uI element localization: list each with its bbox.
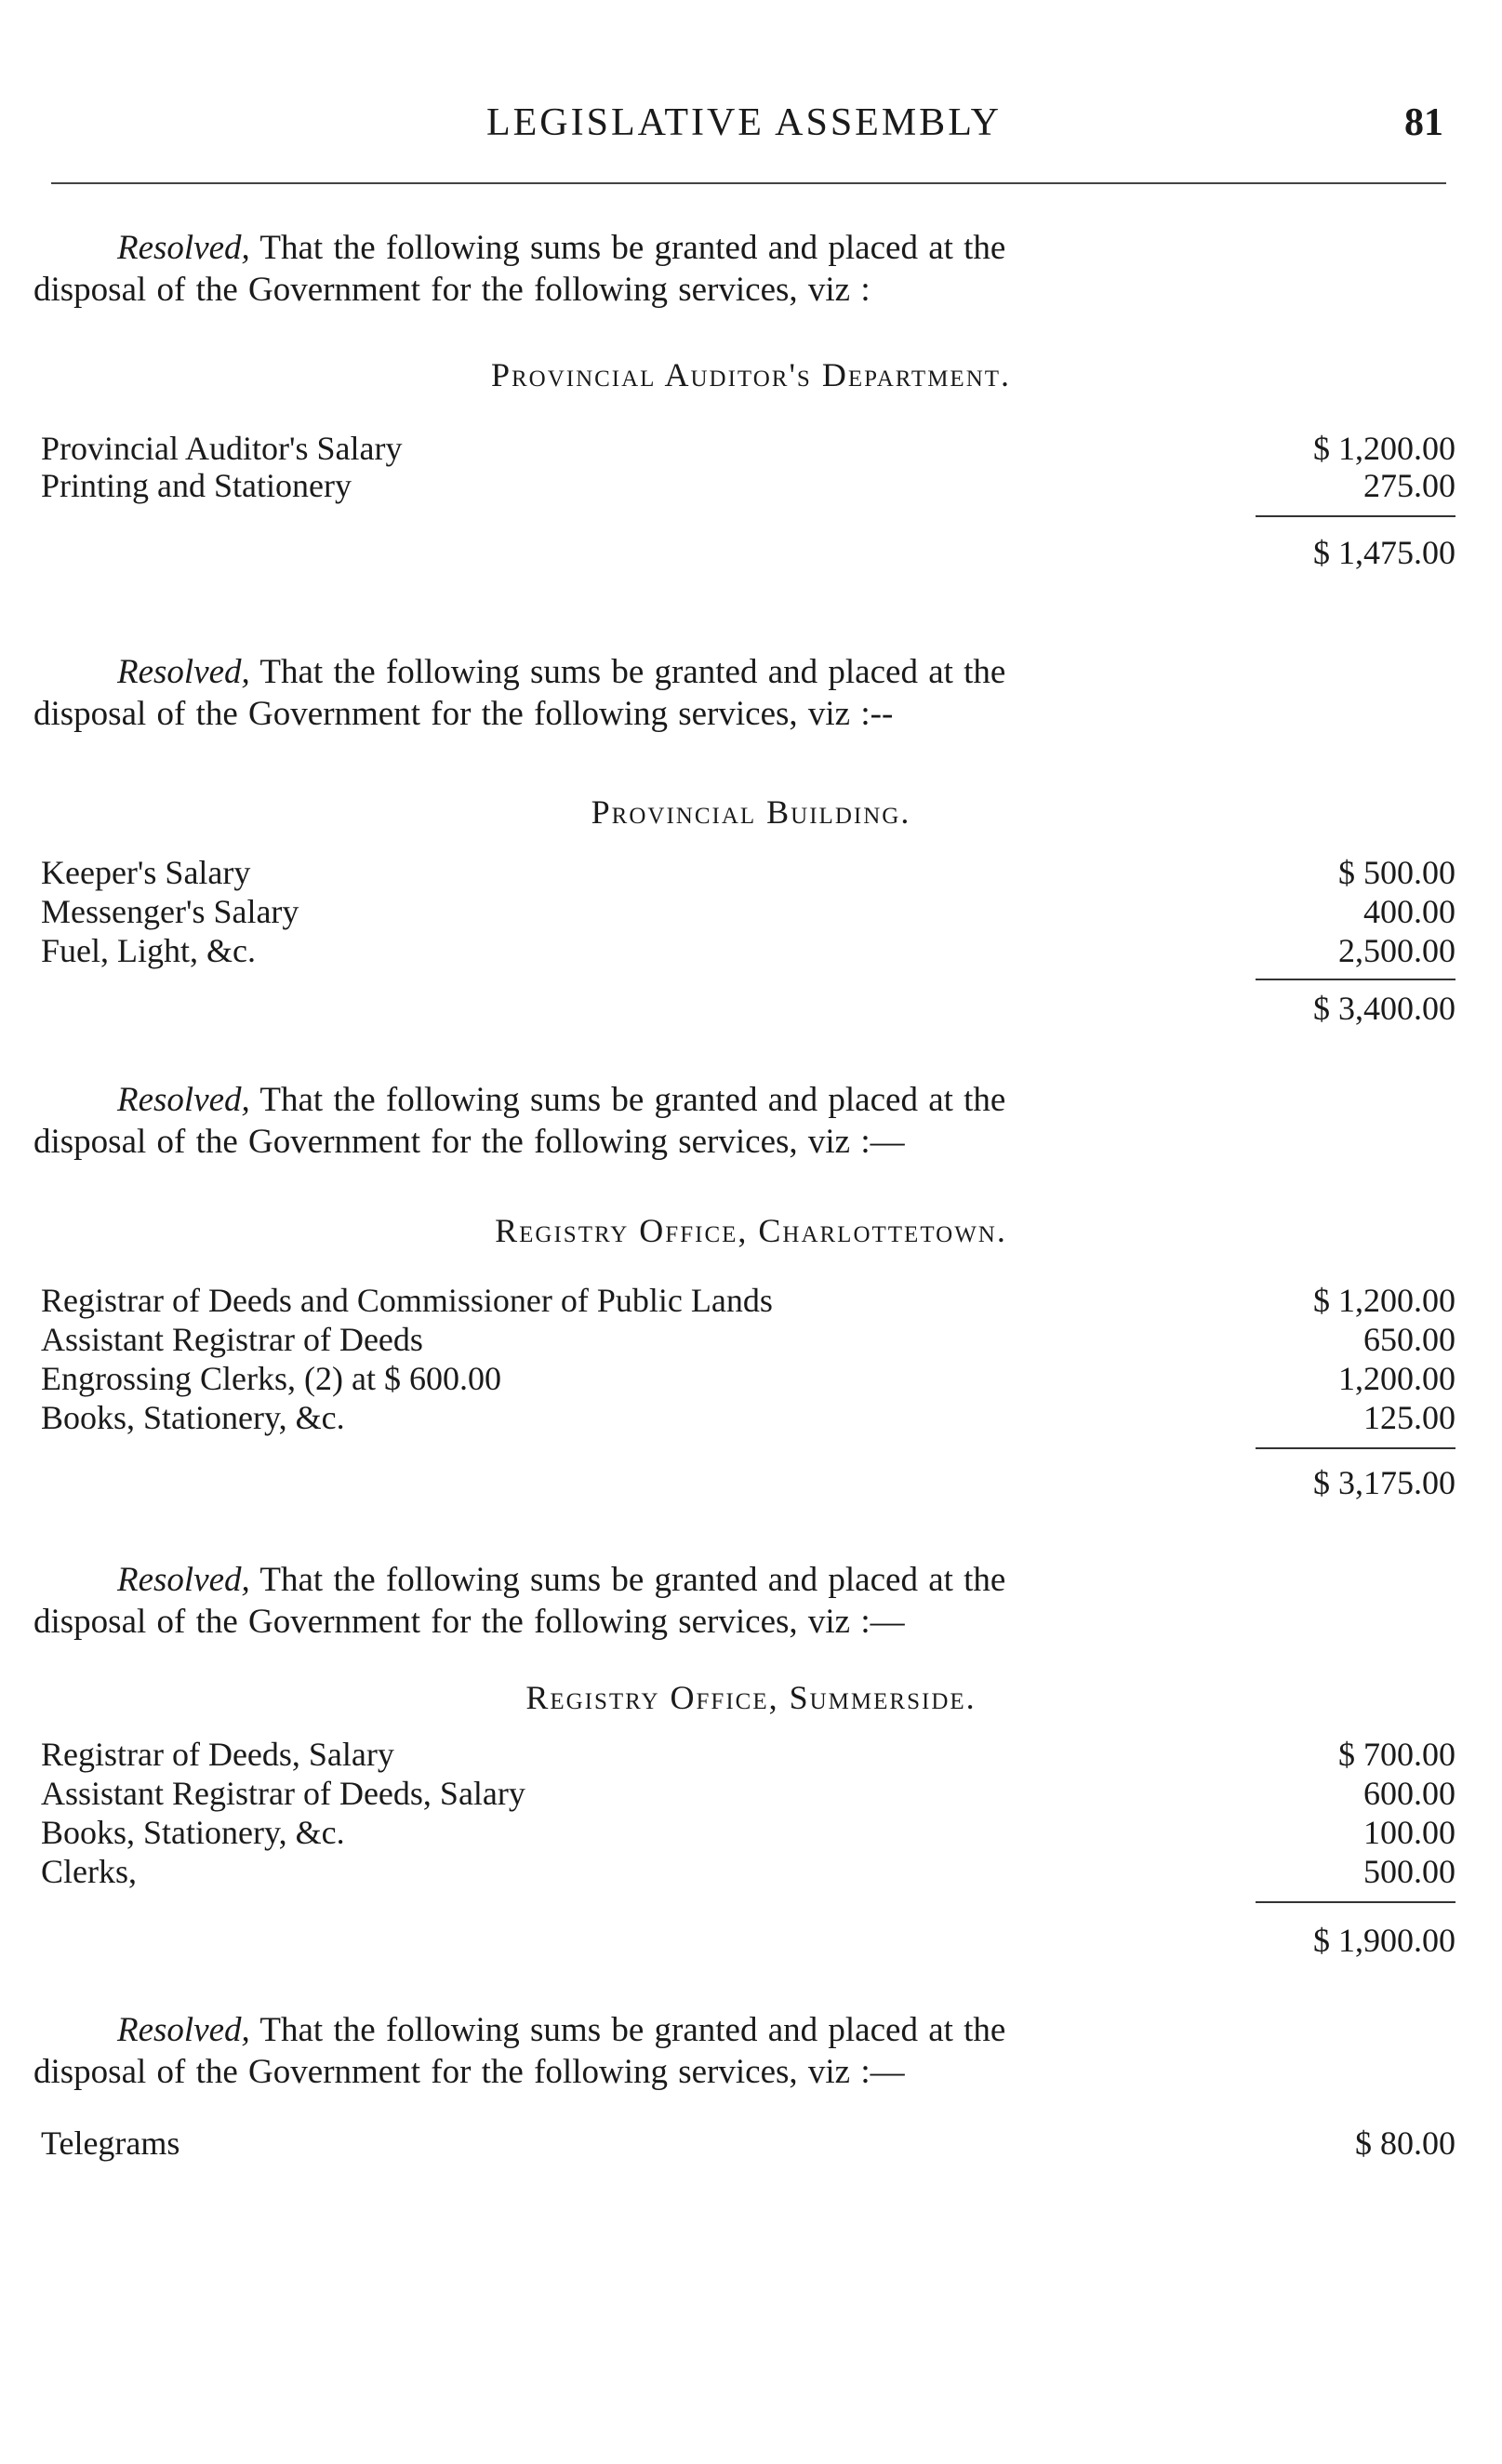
section-total: $ 1,900.00 (1313, 1922, 1455, 1959)
item-amount: 2,500.00 (1338, 932, 1455, 969)
resolution-paragraph (33, 1559, 1261, 1643)
section-total: $ 3,175.00 (1313, 1464, 1455, 1501)
page-title: LEGISLATIVE ASSEMBLY (486, 101, 1002, 144)
item-amount: $ 700.00 (1338, 1736, 1455, 1773)
item-amount: 125.00 (1363, 1399, 1455, 1436)
resolution-text: That the following sums be granted and placed at the (259, 653, 1006, 691)
item-amount: 600.00 (1363, 1775, 1455, 1812)
resolution-paragraph (33, 227, 1261, 311)
resolved-word: Resolved, (117, 1561, 250, 1599)
item-amount: 275.00 (1363, 467, 1455, 504)
page-header (37, 100, 1451, 156)
resolution-text: That the following sums be granted and placed at the (259, 1081, 1006, 1119)
resolution-text: That the following sums be granted and placed at the (259, 2011, 1006, 2049)
resolution-text: That the following sums be granted and placed at the (259, 229, 1006, 267)
item-label: Provincial Auditor's Salary (41, 430, 403, 467)
item-label: Engrossing Clerks, (2) at $ 600.00 (41, 1360, 501, 1397)
item-label: Printing and Stationery (41, 467, 352, 504)
total-rule (1256, 1901, 1455, 1903)
item-label: Clerks, (41, 1853, 137, 1890)
item-label: Assistant Registrar of Deeds, Salary (41, 1775, 525, 1812)
item-label: Messenger's Salary (41, 893, 299, 930)
item-label: Assistant Registrar of Deeds (41, 1321, 423, 1358)
header-divider (51, 182, 1446, 184)
total-rule (1256, 979, 1455, 980)
item-amount: 650.00 (1363, 1321, 1455, 1358)
item-amount: $ 500.00 (1338, 854, 1455, 891)
item-amount: 100.00 (1363, 1814, 1455, 1851)
resolved-word: Resolved, (117, 1081, 250, 1119)
section-heading: Registry Office, Summerside. (525, 1679, 977, 1716)
item-label: Books, Stationery, &c. (41, 1814, 345, 1851)
resolution-text: That the following sums be granted and placed at the (259, 1561, 1006, 1599)
item-label: Registrar of Deeds, Salary (41, 1736, 394, 1773)
item-amount: 500.00 (1363, 1853, 1455, 1890)
section-heading: Provincial Auditor's Department. (490, 356, 1012, 393)
item-amount: 400.00 (1363, 893, 1455, 930)
resolution-text: disposal of the Government for the following services, viz :-- (33, 695, 894, 733)
resolution-text: disposal of the Government for the following services, viz :— (33, 2053, 905, 2091)
item-label: Keeper's Salary (41, 854, 251, 891)
resolved-word: Resolved, (117, 229, 250, 267)
page-number: 81 (1404, 101, 1443, 144)
section-total: $ 1,475.00 (1313, 534, 1455, 571)
item-label: Telegrams (41, 2124, 180, 2162)
item-amount: 1,200.00 (1338, 1360, 1455, 1397)
resolution-paragraph (33, 1079, 1261, 1163)
resolution-text: disposal of the Government for the following services, viz :— (33, 1123, 905, 1161)
item-label: Fuel, Light, &c. (41, 932, 256, 969)
item-label: Registrar of Deeds and Commissioner of Public Lands (41, 1282, 773, 1319)
item-label: Books, Stationery, &c. (41, 1399, 345, 1436)
item-amount: $ 1,200.00 (1313, 430, 1455, 467)
section-total: $ 3,400.00 (1313, 990, 1455, 1027)
item-amount: $ 1,200.00 (1313, 1282, 1455, 1319)
resolved-word: Resolved, (117, 2011, 250, 2049)
resolution-text: disposal of the Government for the following services, viz : (33, 271, 871, 309)
total-rule (1256, 1447, 1455, 1449)
resolution-text: disposal of the Government for the following services, viz :— (33, 1603, 905, 1641)
section-heading: Provincial Building. (591, 793, 911, 831)
section-heading: Registry Office, Charlottetown. (495, 1212, 1007, 1249)
total-rule (1256, 515, 1455, 517)
resolution-paragraph (33, 2009, 1261, 2093)
resolved-word: Resolved, (117, 653, 250, 691)
item-amount: $ 80.00 (1355, 2124, 1455, 2162)
resolution-paragraph (33, 651, 1261, 735)
